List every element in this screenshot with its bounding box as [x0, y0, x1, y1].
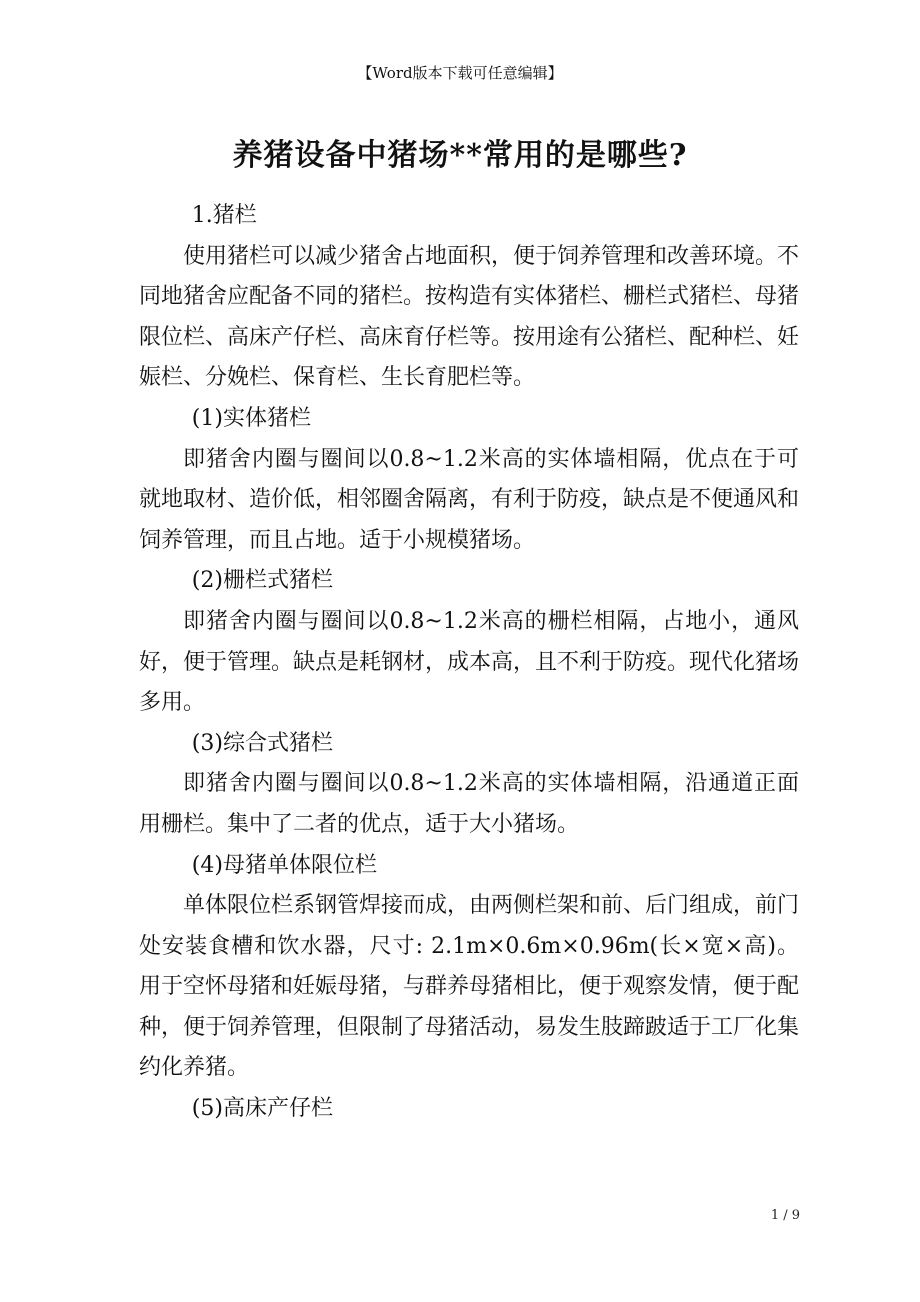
paragraph: 使用猪栏可以减少猪舍占地面积，便于饲养管理和改善环境。不同地猪舍应配备不同的猪栏。按构造有实体猪栏、栅栏式猪栏、母猪限位栏、高床产仔栏、高床育仔栏等。按用途有公猪栏、配种栏、妊娠栏、分娩栏、保育栏、生长育肥栏等。 [139, 243, 800, 391]
paragraph: 即猪舍内圈与圈间以0.8~1.2米高的实体墙相隔，优点在于可就地取材、造价低，相邻圈舍隔离，有利于防疫，缺点是不便通风和饲养管理，而且占地。适于小规模猪场。 [139, 446, 800, 553]
document-body [139, 196, 799, 1130]
paragraph: 单体限位栏系钢管焊接而成，由两侧栏架和前、后门组成，前门处安装食槽和饮水器，尺寸: 2.1m×0.6m×0.96m(长×宽×高)。用于空怀母猪和妊娠母猪，与群养母猪相比，便于观察发情，便于配种，便于饲养管理，但限制了母猪活动，易发生肢蹄跛适于工厂化集约化养猪。 [139, 893, 800, 1081]
section-heading: 1.猪栏 [191, 203, 257, 228]
page-indicator: 1 / 9 [770, 1208, 800, 1223]
section-heading: (3)综合式猪栏 [191, 730, 333, 756]
paragraph: 即猪舍内圈与圈间以0.8~1.2米高的栅栏相隔，占地小，通风好，便于管理。缺点是耗钢材，成本高，且不利于防疫。现代化猪场多用。 [139, 608, 800, 716]
section-heading: (1)实体猪栏 [191, 405, 311, 431]
header-note: 【Word版本下载可任意编辑】 [357, 64, 563, 82]
section-heading: (2)栅栏式猪栏 [191, 568, 333, 594]
document-title: 养猪设备中猪场**常用的是哪些? [232, 138, 688, 173]
section-heading: (4)母猪单体限位栏 [191, 852, 377, 878]
section-heading: (5)高床产仔栏 [191, 1096, 333, 1122]
paragraph: 即猪舍内圈与圈间以0.8~1.2米高的实体墙相隔，沿通道正面用栅栏。集中了二者的优点，适于大小猪场。 [139, 771, 799, 837]
